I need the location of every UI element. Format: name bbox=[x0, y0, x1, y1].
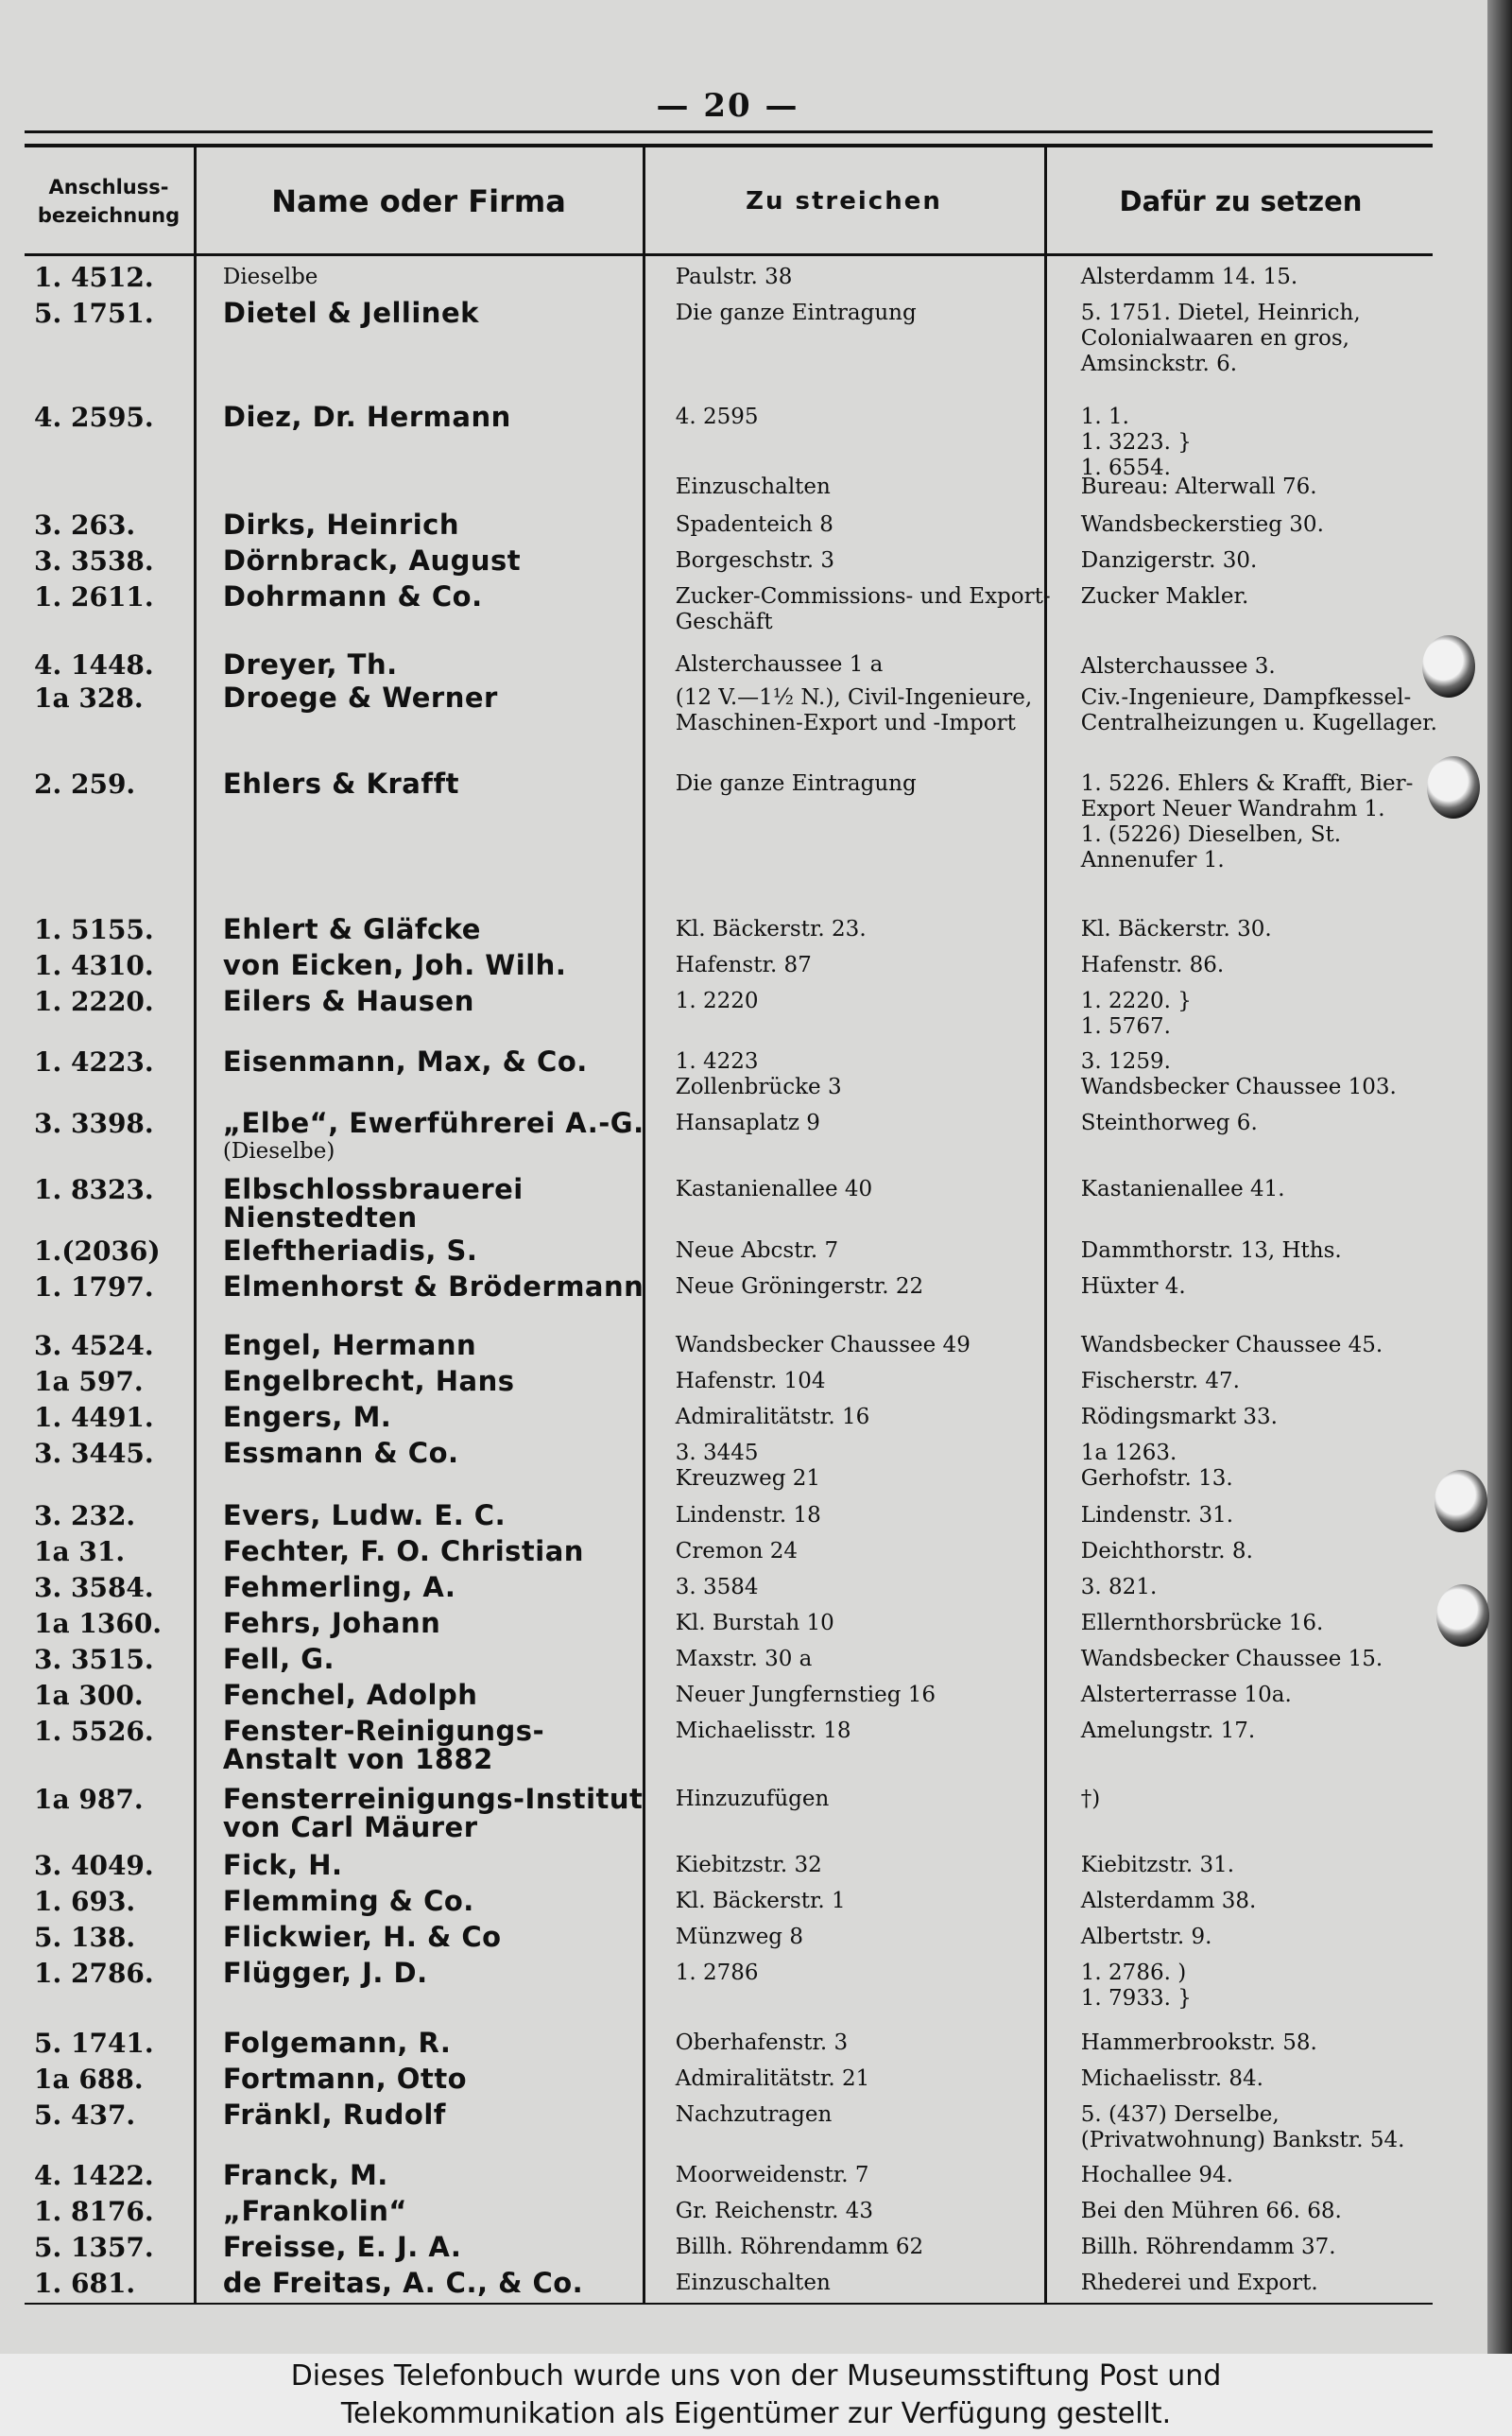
zu-streichen-cell: Einzuschalten bbox=[675, 2271, 831, 2295]
name-cell bbox=[197, 682, 647, 736]
bottom-rule bbox=[25, 2303, 1433, 2305]
footer-line-1: Dieses Telefonbuch wurde uns von der Museumsstiftung Post und bbox=[290, 2359, 1222, 2393]
dafuer-zu-setzen-cell: †) bbox=[1080, 1787, 1101, 1811]
header-name: Name oder Firma bbox=[271, 182, 566, 219]
zu-streichen-cell: Kl. Bäckerstr. 1 bbox=[675, 1889, 846, 1913]
dafuer-zu-setzen-cell: Albertstr. 9. bbox=[1080, 1925, 1212, 1949]
name-cell bbox=[197, 1045, 647, 1100]
firm-name: Fortmann, Otto bbox=[222, 2063, 468, 2095]
zu-streichen-cell: Die ganze Eintragung bbox=[675, 771, 917, 796]
anschluss-cell: 5. 1751. bbox=[34, 298, 154, 329]
dafuer-zu-setzen-cell: Lindenstr. 31. bbox=[1080, 1503, 1234, 1528]
dafuer-zu-setzen-cell: Amelungstr. 17. bbox=[1080, 1719, 1256, 1743]
name-cell bbox=[197, 1679, 647, 1711]
dafuer-zu-setzen-cell: 1. 2220. } 1. 5767. bbox=[1080, 989, 1192, 1039]
table-row bbox=[25, 1643, 1437, 1675]
zu-streichen-cell: Borgeschstr. 3 bbox=[675, 548, 835, 573]
name-cell bbox=[197, 1270, 647, 1303]
anschluss-cell: 4. 1422. bbox=[34, 2160, 154, 2191]
firm-name: Eleftheriadis, S. bbox=[222, 1235, 478, 1267]
dafuer-zu-setzen-cell: Alsterdamm 14. 15. bbox=[1080, 265, 1298, 289]
table-row bbox=[25, 1783, 1437, 1843]
name-cell bbox=[197, 1107, 647, 1165]
zu-streichen-cell: 1. 4223 Zollenbrücke 3 bbox=[675, 1049, 842, 1099]
header-dafuer-zu-setzen: Dafür zu setzen bbox=[1119, 184, 1363, 217]
firm-name: Dörnbrack, August bbox=[222, 544, 522, 577]
firm-name: Dieselbe bbox=[222, 265, 318, 289]
table-row bbox=[25, 1401, 1437, 1433]
anschluss-cell: 3. 232. bbox=[34, 1500, 136, 1531]
dafuer-zu-setzen-cell: Bei den Mühren 66. 68. bbox=[1080, 2199, 1342, 2223]
name-cell bbox=[197, 475, 647, 500]
name-cell bbox=[197, 1329, 647, 1361]
zu-streichen-cell: Cremon 24 bbox=[675, 1539, 798, 1564]
firm-name: Eisenmann, Max, & Co. bbox=[222, 1045, 588, 1078]
table-row bbox=[25, 262, 1437, 293]
table-row bbox=[25, 949, 1437, 981]
table-row bbox=[25, 2159, 1437, 2191]
name-cell bbox=[197, 1365, 647, 1397]
table-row bbox=[25, 1571, 1437, 1603]
firm-name: Flickwier, H. & Co bbox=[222, 1921, 502, 1953]
firm-name: Fehrs, Johann bbox=[222, 1607, 441, 1639]
firm-name: Ehlers & Krafft bbox=[222, 768, 459, 800]
zu-streichen-cell: Neue Gröningerstr. 22 bbox=[675, 1274, 924, 1299]
footer-notice bbox=[0, 2354, 1512, 2436]
table-row bbox=[25, 1270, 1437, 1303]
anschluss-cell: 1a 300. bbox=[34, 1680, 144, 1711]
firm-name: Fell, G. bbox=[222, 1643, 335, 1675]
table-row bbox=[25, 1437, 1437, 1492]
firm-name: Fick, H. bbox=[222, 1849, 343, 1881]
zu-streichen-cell: 3. 3584 bbox=[675, 1575, 759, 1599]
table-row bbox=[25, 580, 1437, 635]
anschluss-cell: 1. 4491. bbox=[34, 1402, 154, 1433]
zu-streichen-cell: Einzuschalten bbox=[675, 475, 831, 499]
table-row bbox=[25, 544, 1437, 577]
table-row bbox=[25, 2063, 1437, 2095]
firm-name: Essmann & Co. bbox=[222, 1437, 459, 1469]
header-zu-streichen: Zu streichen bbox=[746, 186, 942, 216]
dafuer-zu-setzen-cell: 5. (437) Derselbe, (Privatwohnung) Bankstr. 54. bbox=[1080, 2102, 1405, 2152]
anschluss-cell: 2. 259. bbox=[34, 769, 136, 800]
zu-streichen-cell: Kiebitzstr. 32 bbox=[675, 1853, 822, 1877]
dafuer-zu-setzen-cell: Wandsbeckerstieg 30. bbox=[1080, 512, 1324, 537]
zu-streichen-cell: Hinzuzufügen bbox=[675, 1787, 830, 1811]
table-row bbox=[25, 2267, 1437, 2299]
zu-streichen-cell: 1. 2786 bbox=[675, 1961, 759, 1985]
firm-name: Dietel & Jellinek bbox=[222, 297, 479, 329]
dafuer-zu-setzen-cell: Rödingsmarkt 33. bbox=[1080, 1405, 1278, 1429]
zu-streichen-cell: Maxstr. 30 a bbox=[675, 1647, 813, 1671]
table-row bbox=[25, 2099, 1437, 2153]
firm-name: Diez, Dr. Hermann bbox=[222, 401, 511, 433]
table-row bbox=[25, 1849, 1437, 1881]
firm-name: Franck, M. bbox=[222, 2159, 388, 2191]
dafuer-zu-setzen-cell: Alsterdamm 38. bbox=[1080, 1889, 1257, 1913]
dafuer-zu-setzen-cell: Dammthorstr. 13, Hths. bbox=[1080, 1238, 1342, 1263]
anschluss-cell: 1. 1797. bbox=[34, 1271, 154, 1303]
firm-name: Elbschlossbrauerei Nienstedten bbox=[222, 1173, 524, 1234]
firm-name: Dohrmann & Co. bbox=[222, 580, 483, 613]
name-cell bbox=[197, 1235, 647, 1267]
firm-name: de Freitas, A. C., & Co. bbox=[222, 2267, 584, 2299]
anschluss-cell: 3. 3445. bbox=[34, 1438, 154, 1469]
firm-name: Folgemann, R. bbox=[222, 2027, 452, 2059]
name-cell bbox=[197, 1849, 647, 1881]
zu-streichen-cell: Kl. Bäckerstr. 23. bbox=[675, 917, 867, 942]
name-cell bbox=[197, 509, 647, 541]
anschluss-cell: 1. 5155. bbox=[34, 914, 154, 945]
name-cell bbox=[197, 768, 647, 873]
firm-name: „Elbe“, Ewerführerei A.-G. bbox=[222, 1107, 644, 1139]
anschluss-cell: 1. 4223. bbox=[34, 1046, 154, 1078]
firm-name: Dirks, Heinrich bbox=[222, 509, 459, 541]
anschluss-cell: 3. 4524. bbox=[34, 1330, 154, 1361]
dafuer-zu-setzen-cell bbox=[1055, 652, 1437, 681]
table-row bbox=[25, 1535, 1437, 1567]
zu-streichen-cell: Die ganze Eintragung bbox=[675, 301, 917, 325]
name-cell bbox=[197, 580, 647, 635]
firm-name: Engelbrecht, Hans bbox=[222, 1365, 515, 1397]
dafuer-zu-setzen-cell: Billh. Röhrendamm 37. bbox=[1080, 2235, 1336, 2259]
dafuer-zu-setzen-cell: Alsterterrasse 10a. bbox=[1080, 1683, 1292, 1707]
header-rule bbox=[25, 144, 1433, 147]
dafuer-zu-setzen-cell: Danzigerstr. 30. bbox=[1080, 548, 1258, 573]
dafuer-zu-setzen-cell: 5. 1751. Dietel, Heinrich, Colonialwaaren en gros, Amsinckstr. 6. bbox=[1080, 301, 1361, 376]
zu-streichen-cell: 3. 3445 Kreuzweg 21 bbox=[675, 1441, 821, 1491]
zu-streichen-cell: Spadenteich 8 bbox=[675, 512, 833, 537]
name-cell bbox=[197, 2267, 647, 2299]
dafuer-zu-setzen-cell: Hammerbrookstr. 58. bbox=[1080, 2030, 1317, 2055]
name-cell bbox=[197, 1499, 647, 1531]
table-row bbox=[25, 1885, 1437, 1917]
zu-streichen-cell: Neue Abcstr. 7 bbox=[675, 1238, 839, 1263]
anschluss-cell: 3. 3584. bbox=[34, 1572, 154, 1603]
firm-name: Eilers & Hausen bbox=[222, 985, 474, 1017]
zu-streichen-cell: Zucker-Commissions- und Export-Geschäft bbox=[675, 584, 1051, 634]
table-row bbox=[25, 2231, 1437, 2263]
anschluss-cell: 3. 3515. bbox=[34, 1644, 154, 1675]
punch-hole-icon bbox=[1435, 1470, 1487, 1532]
dafuer-zu-setzen-cell: Hafenstr. 86. bbox=[1080, 953, 1225, 977]
zu-streichen-cell: 4. 2595 bbox=[675, 405, 759, 429]
zu-streichen-cell: Wandsbecker Chaussee 49 bbox=[675, 1333, 971, 1357]
dafuer-zu-setzen-cell: Steinthorweg 6. bbox=[1080, 1111, 1258, 1135]
zu-streichen-cell: Gr. Reichenstr. 43 bbox=[675, 2199, 873, 2223]
anschluss-cell: 1. 2220. bbox=[34, 986, 154, 1017]
dafuer-zu-setzen-cell: Hochallee 94. bbox=[1080, 2163, 1233, 2187]
name-cell bbox=[197, 949, 647, 981]
anschluss-cell: 5. 1357. bbox=[34, 2232, 154, 2263]
zu-streichen-cell: Moorweidenstr. 7 bbox=[675, 2163, 869, 2187]
zu-streichen-cell: Oberhafenstr. 3 bbox=[675, 2030, 849, 2055]
table-row bbox=[25, 401, 1437, 481]
table-row bbox=[25, 509, 1437, 541]
anschluss-cell: 3. 3538. bbox=[34, 545, 154, 577]
punch-hole-icon bbox=[1436, 1584, 1489, 1647]
header-anschluss: Anschluss- bezeichnung bbox=[37, 175, 180, 227]
dafuer-zu-setzen-cell: Ellernthorsbrücke 16. bbox=[1080, 1611, 1324, 1635]
name-cell bbox=[197, 648, 647, 681]
name-cell bbox=[197, 1921, 647, 1953]
name-cell bbox=[197, 1885, 647, 1917]
name-cell bbox=[197, 1401, 647, 1433]
zu-streichen-cell: Nachzutragen bbox=[675, 2102, 833, 2127]
table-row bbox=[25, 682, 1437, 736]
dafuer-zu-setzen-cell: Wandsbecker Chaussee 15. bbox=[1080, 1647, 1383, 1671]
table-row bbox=[25, 913, 1437, 945]
footer-line-2: Telekommunikation als Eigentümer zur Verfügung gestellt. bbox=[340, 2397, 1172, 2430]
dafuer-zu-setzen-cell: Hüxter 4. bbox=[1080, 1274, 1186, 1299]
header-bottom-rule bbox=[25, 253, 1433, 256]
table-row bbox=[25, 475, 1437, 500]
zu-streichen-cell: Admiralitätstr. 21 bbox=[675, 2066, 870, 2091]
firm-name: „Frankolin“ bbox=[222, 2195, 407, 2227]
dafuer-zu-setzen-cell: Wandsbecker Chaussee 45. bbox=[1080, 1333, 1383, 1357]
name-cell bbox=[197, 1715, 647, 1775]
anschluss-cell: 1a 1360. bbox=[34, 1608, 163, 1639]
anschluss-cell: 5. 1741. bbox=[34, 2028, 154, 2059]
anschluss-cell: 1. 5526. bbox=[34, 1716, 154, 1747]
table-row bbox=[25, 1173, 1437, 1234]
zu-streichen-cell: Alsterchaussee 1 a bbox=[675, 652, 884, 677]
anschluss-cell: 1a 688. bbox=[34, 2064, 144, 2095]
firm-name: Dreyer, Th. bbox=[222, 648, 398, 681]
name-cell bbox=[197, 2063, 647, 2095]
table-row bbox=[25, 1107, 1437, 1165]
dafuer-zu-setzen-cell: Rhederei und Export. bbox=[1080, 2271, 1318, 2295]
table-row bbox=[25, 1365, 1437, 1397]
dafuer-zu-setzen-cell: 1. 1. 1. 3223. } 1. 6554. bbox=[1080, 405, 1192, 480]
firm-name: Engel, Hermann bbox=[222, 1329, 477, 1361]
firm-name: Engers, M. bbox=[222, 1401, 392, 1433]
anschluss-cell: 1a 328. bbox=[34, 682, 144, 714]
zu-streichen-cell: Kl. Burstah 10 bbox=[675, 1611, 834, 1635]
name-cell bbox=[197, 1173, 647, 1234]
firm-name: Fränkl, Rudolf bbox=[222, 2099, 446, 2131]
dafuer-zu-setzen-cell: 1a 1263. Gerhofstr. 13. bbox=[1080, 1441, 1233, 1491]
anschluss-cell: 1. 8176. bbox=[34, 2196, 154, 2227]
firm-name: Flemming & Co. bbox=[222, 1885, 474, 1917]
anschluss-cell: 5. 437. bbox=[34, 2099, 136, 2131]
anschluss-cell: 3. 3398. bbox=[34, 1108, 154, 1139]
zu-streichen-cell: Münzweg 8 bbox=[675, 1925, 803, 1949]
anschluss-cell: 1a 597. bbox=[34, 1366, 144, 1397]
firm-name: Freisse, E. J. A. bbox=[222, 2231, 462, 2263]
firm-name: Fenster-Reinigungs-Anstalt von 1882 bbox=[222, 1715, 545, 1775]
page-binding-edge bbox=[1487, 0, 1512, 2354]
table-row bbox=[25, 2195, 1437, 2227]
zu-streichen-cell: Neuer Jungfernstieg 16 bbox=[675, 1683, 936, 1707]
name-cell bbox=[197, 544, 647, 577]
name-cell bbox=[197, 2099, 647, 2153]
name-cell bbox=[197, 401, 647, 481]
table-row bbox=[25, 1045, 1437, 1100]
name-cell bbox=[197, 265, 647, 290]
name-cell bbox=[197, 1437, 647, 1492]
anschluss-cell: 5. 138. bbox=[34, 1922, 136, 1953]
anschluss-cell: 4. 1448. bbox=[34, 649, 154, 681]
anschluss-cell: 3. 4049. bbox=[34, 1850, 154, 1881]
anschluss-cell: 1. 681. bbox=[34, 2268, 136, 2299]
name-cell bbox=[197, 1783, 647, 1843]
anschluss-cell: 3. 263. bbox=[34, 510, 136, 541]
name-cell bbox=[197, 1607, 647, 1639]
table-row bbox=[25, 648, 1437, 681]
name-cell bbox=[197, 913, 647, 945]
firm-name: Flügger, J. D. bbox=[222, 1957, 428, 1989]
table-row bbox=[25, 1329, 1437, 1361]
firm-name: Droege & Werner bbox=[222, 682, 498, 714]
firm-name: Fechter, F. O. Christian bbox=[222, 1535, 584, 1567]
firm-name-suffix: (Dieselbe) bbox=[222, 1139, 335, 1164]
dafuer-zu-setzen-cell: Bureau: Alterwall 76. bbox=[1080, 475, 1317, 499]
zu-streichen-cell: Hafenstr. 104 bbox=[675, 1369, 826, 1393]
name-cell bbox=[197, 1571, 647, 1603]
anschluss-cell: 1.(2036) bbox=[34, 1235, 161, 1267]
anschluss-cell: 1a 31. bbox=[34, 1536, 126, 1567]
anschluss-cell: 1. 693. bbox=[34, 1886, 136, 1917]
zu-streichen-cell: Hansaplatz 9 bbox=[675, 1111, 820, 1135]
table-row bbox=[25, 768, 1437, 873]
name-cell bbox=[197, 2027, 647, 2059]
zu-streichen-cell: Lindenstr. 18 bbox=[675, 1503, 821, 1528]
dafuer-zu-setzen-cell: Kiebitzstr. 31. bbox=[1080, 1853, 1235, 1877]
zu-streichen-cell: Hafenstr. 87 bbox=[675, 953, 812, 977]
table-row bbox=[25, 1499, 1437, 1531]
firm-name: Evers, Ludw. E. C. bbox=[222, 1499, 507, 1531]
table-row bbox=[25, 2027, 1437, 2059]
table-row bbox=[25, 1607, 1437, 1639]
anschluss-cell: 1. 2611. bbox=[34, 581, 154, 613]
firm-name: Fensterreinigungs-Institut von Carl Mäurer bbox=[222, 1783, 644, 1843]
firm-name: von Eicken, Joh. Wilh. bbox=[222, 949, 567, 981]
dafuer-zu-setzen-cell: Kl. Bäckerstr. 30. bbox=[1080, 917, 1272, 942]
dafuer-zu-setzen-cell: 3. 1259. Wandsbecker Chaussee 103. bbox=[1080, 1049, 1397, 1099]
table-row bbox=[25, 1679, 1437, 1711]
zu-streichen-cell: Admiralitätstr. 16 bbox=[675, 1405, 870, 1429]
name-cell bbox=[197, 985, 647, 1040]
table-row bbox=[25, 1921, 1437, 1953]
dafuer-zu-setzen-cell: 1. 5226. Ehlers & Krafft, Bier-Export Neuer Wandrahm 1. 1. (5226) Dieselben, St. Annenufer 1. bbox=[1080, 771, 1414, 872]
zu-streichen-cell: Billh. Röhrendamm 62 bbox=[675, 2235, 924, 2259]
dafuer-zu-setzen-cell: Michaelisstr. 84. bbox=[1080, 2066, 1263, 2091]
table-row bbox=[25, 1715, 1437, 1775]
name-cell bbox=[197, 2195, 647, 2227]
zu-streichen-cell: Kastanienallee 40 bbox=[675, 1177, 873, 1201]
anschluss-cell: 4. 2595. bbox=[34, 402, 154, 433]
zu-streichen-cell: Michaelisstr. 18 bbox=[675, 1719, 851, 1743]
anschluss-cell: 1. 8323. bbox=[34, 1174, 154, 1205]
zu-streichen-cell: 1. 2220 bbox=[675, 989, 759, 1013]
firm-name: Fenchel, Adolph bbox=[222, 1679, 478, 1711]
table-row bbox=[25, 1957, 1437, 2012]
anschluss-cell: 1. 2786. bbox=[34, 1958, 154, 1989]
dafuer-zu-setzen-cell: Fischerstr. 47. bbox=[1080, 1369, 1240, 1393]
name-cell bbox=[197, 1643, 647, 1675]
anschluss-cell: 1. 4310. bbox=[34, 950, 154, 981]
name-cell bbox=[197, 2159, 647, 2191]
table-row bbox=[25, 297, 1437, 377]
dafuer-zu-setzen-cell: Zucker Makler. bbox=[1080, 584, 1249, 609]
table-row bbox=[25, 1235, 1437, 1267]
anschluss-cell: 1. 4512. bbox=[34, 262, 154, 293]
firm-name: Fehmerling, A. bbox=[222, 1571, 456, 1603]
dafuer-zu-setzen-cell: Alsterchaussee 3. bbox=[1080, 654, 1276, 679]
name-cell bbox=[197, 297, 647, 377]
dafuer-zu-setzen-cell: 1. 2786. ) 1. 7933. } bbox=[1080, 1961, 1192, 2011]
dafuer-zu-setzen-cell: Civ.-Ingenieure, Dampfkessel-Centralheizungen u. Kugellager. bbox=[1080, 685, 1437, 735]
table-row bbox=[25, 985, 1437, 1040]
firm-name: Elmenhorst & Brödermann bbox=[222, 1270, 644, 1303]
top-rule bbox=[25, 130, 1433, 133]
dafuer-zu-setzen-cell: Deichthorstr. 8. bbox=[1080, 1539, 1253, 1564]
dafuer-zu-setzen-cell: 3. 821. bbox=[1080, 1575, 1158, 1599]
zu-streichen-cell: Paulstr. 38 bbox=[675, 265, 793, 289]
name-cell bbox=[197, 1535, 647, 1567]
name-cell bbox=[197, 2231, 647, 2263]
anschluss-cell bbox=[25, 475, 197, 500]
firm-name: Ehlert & Gläfcke bbox=[222, 913, 481, 945]
dafuer-zu-setzen-cell: Kastanienallee 41. bbox=[1080, 1177, 1285, 1201]
anschluss-cell: 1a 987. bbox=[34, 1784, 144, 1815]
page-number: — 20 — bbox=[656, 87, 799, 125]
name-cell bbox=[197, 1957, 647, 2012]
zu-streichen-cell: (12 V.—1½ N.), Civil-Ingenieure, Maschinen-Export und -Import bbox=[675, 685, 1033, 735]
